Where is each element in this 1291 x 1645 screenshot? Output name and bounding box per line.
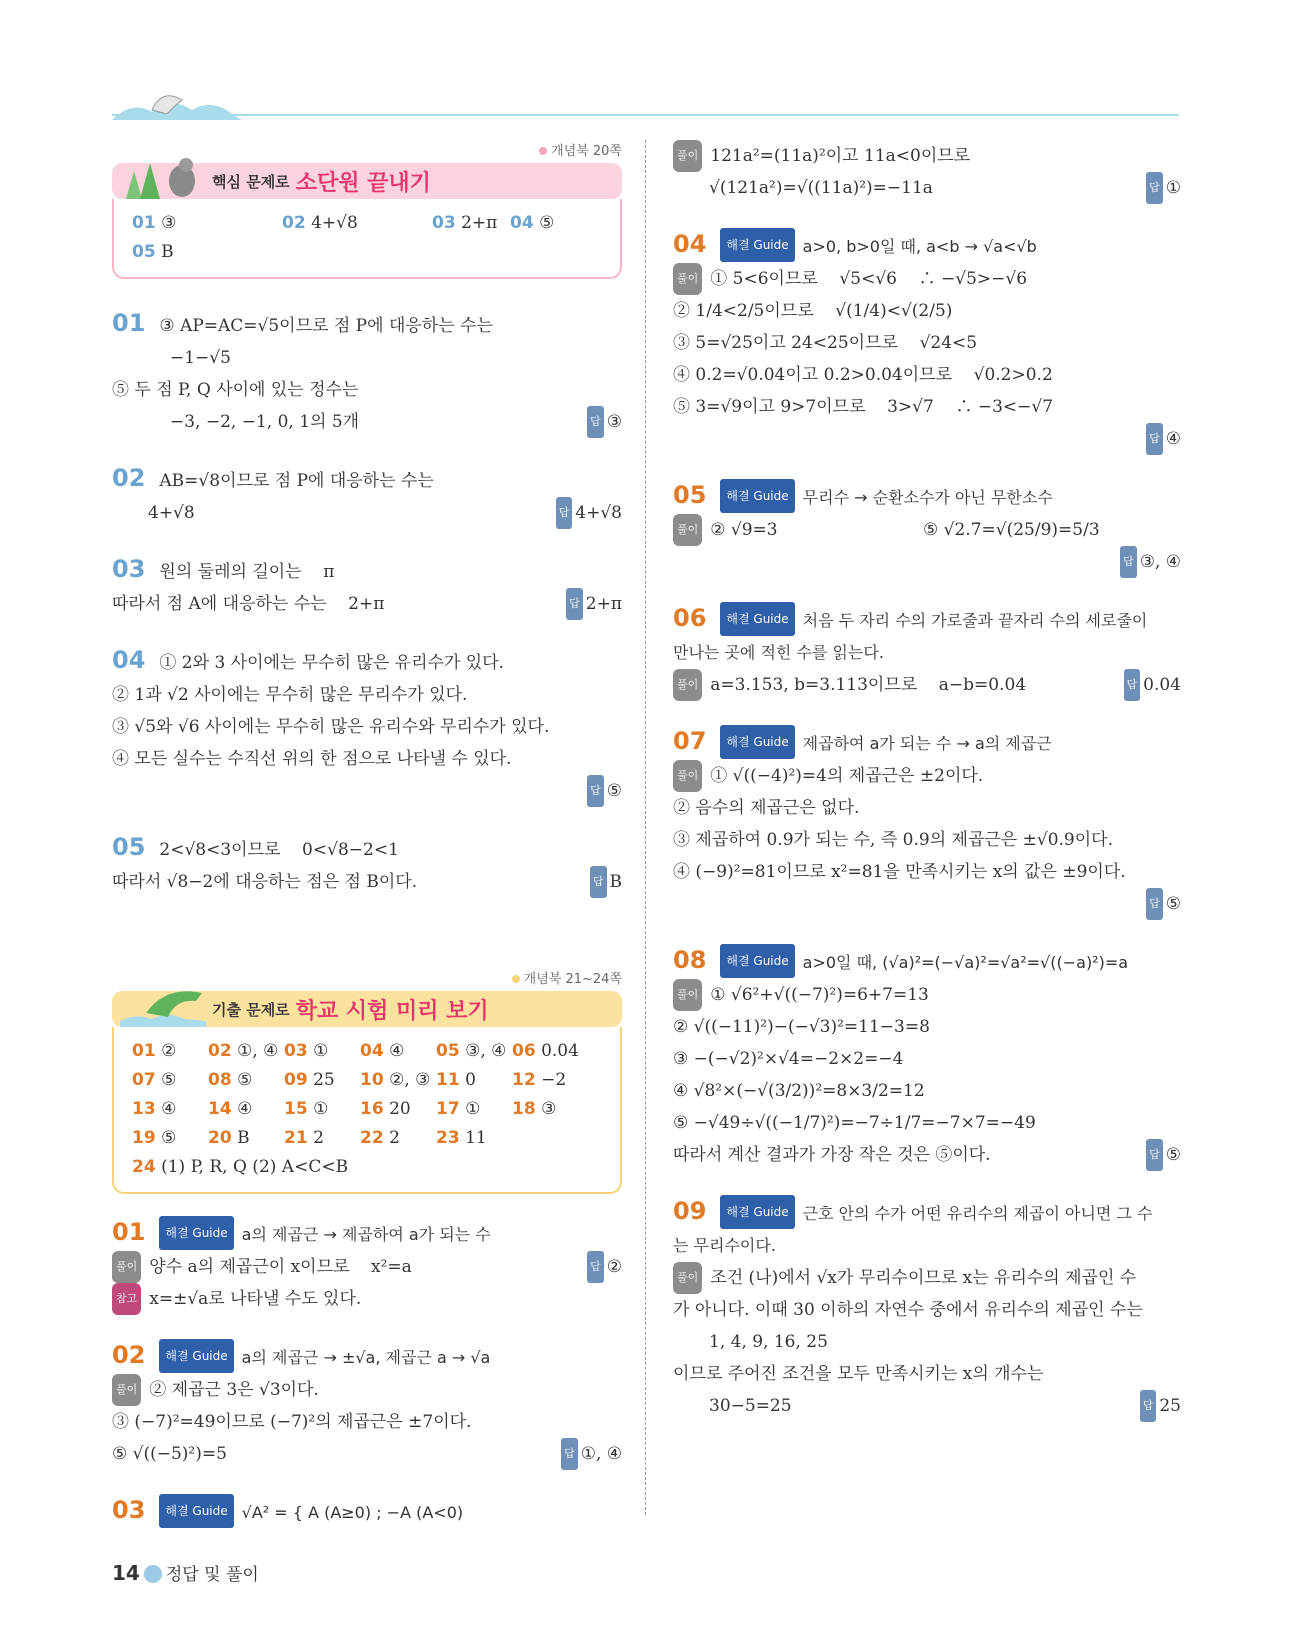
- answer-item: 20 B: [208, 1128, 250, 1148]
- problem-02: 02 AB=√8이므로 점 P에 대응하는 수는 4+√8 답 4+√8: [112, 462, 622, 529]
- answer-item: 01 ②: [132, 1041, 177, 1061]
- banner-title: 소단원 끝내기: [295, 170, 431, 196]
- section-banner-1: [112, 163, 622, 199]
- answer-item: 02 4+√8: [282, 213, 358, 233]
- quick-answers-2: [112, 1027, 622, 1194]
- answer-item: 07 ⑤: [132, 1070, 177, 1090]
- answer-item: 11 0: [436, 1070, 476, 1090]
- answer-item: 16 20: [360, 1099, 411, 1119]
- answer-item: 17 ①: [436, 1099, 481, 1119]
- q-06: 06 해결 Guide 처음 두 자리 수의 가로줄과 끝자리 수의 세로줄이 만나는 곳에 적힌 수를 읽는다. 풀이 a=3.153, b=3.113이므로 a−b=0.04 답 0.04: [673, 602, 1181, 701]
- answer-item: 21 2: [284, 1128, 324, 1148]
- answer-item: 06 0.04: [512, 1041, 579, 1061]
- q-08: 08 해결 Guide a>0일 때, (√a)²=(−√a)²=√a²=√((−a)²)=a 풀이 ① √6²+√((−7)²)=6+7=13 ② √((−11)²)−(−√3)²=11−3=8 ③ −(−√2)²×√4=−2×2=−4 ④ √8²×(−√(3/2))²=8×3/2=12 ⑤ −√49÷√((−1/7)²)=−7÷1/7=−7×7=−49 따라서 계산 결과가 가장 작은 것은 ⑤이다. 답 ⑤: [673, 944, 1181, 1171]
- answer-item: 08 ⑤: [208, 1070, 253, 1090]
- answer-item: 13 ④: [132, 1099, 177, 1119]
- q-02: 02 해결 Guide a의 제곱근 → ±√a, 제곱근 a → √a 풀이 ② 제곱근 3은 √3이다. ③ (−7)²=49이므로 (−7)²의 제곱근은 ±7이다. ⑤ √((−5)²)=5 답 ①, ④: [112, 1339, 622, 1470]
- q-09: 09 해결 Guide 근호 안의 수가 어떤 유리수의 제곱이 아니면 그 수 는 무리수이다. 풀이 조건 (나)에서 √x가 무리수이므로 x는 유리수의 제곱인 수 가 아니다. 이때 30 이하의 자연수 중에서 유리수의 제곱인 수는 1, 4, 9, 16, 25 이므로 주어진 조건을 모두 만족시키는 x의 개수는 30−5=25 답 25: [673, 1195, 1181, 1422]
- banner-small-title: 핵심 문제로: [212, 172, 290, 191]
- answer-item: 05 B: [132, 242, 174, 262]
- crocodile-icon: [116, 983, 208, 1029]
- q-03-solution: 풀이 121a²=(11a)²이고 11a<0이므로 √(121a²)=√((11a)²)=−11a 답 ①: [673, 140, 1181, 204]
- header-wave-decoration: [112, 92, 242, 122]
- answer-item: 05 ③, ④: [436, 1041, 507, 1061]
- q-07: 07 해결 Guide 제곱하여 a가 되는 수 → a의 제곱근 풀이 ① √((−4)²)=4의 제곱근은 ±2이다. ② 음수의 제곱근은 없다. ③ 제곱하여 0.9가 되는 수, 즉 0.9의 제곱근은 ±√0.9이다. ④ (−9)²=81이므로 x²=81을 만족시키는 x의 값은 ±9이다. 답 ⑤: [673, 725, 1181, 920]
- quick-answers-1: [112, 199, 622, 279]
- answer-item: 24 (1) P, R, Q (2) A<C<B: [132, 1157, 349, 1177]
- left-column: [112, 140, 622, 1529]
- answer-item: 03 ①: [284, 1041, 329, 1061]
- answer-item: 12 −2: [512, 1070, 567, 1090]
- page-footer: [112, 1560, 259, 1585]
- header-rule: [112, 114, 1179, 116]
- right-column: [673, 140, 1181, 1422]
- answer-item: 01 ③: [132, 213, 177, 233]
- answer-item: 15 ①: [284, 1099, 329, 1119]
- answer-item: 23 11: [436, 1128, 487, 1148]
- footer-dot-icon: [144, 1565, 162, 1583]
- banner-title: 학교 시험 미리 보기: [295, 998, 489, 1024]
- q-01: 01 해결 Guide a의 제곱근 → 제곱하여 a가 되는 수 풀이 양수 a의 제곱근이 x이므로 x²=a 답 ② 참고 x=±√a로 나타낼 수도 있다.: [112, 1216, 622, 1315]
- answer-item: 14 ④: [208, 1099, 253, 1119]
- q-05: 05 해결 Guide 무리수 → 순환소수가 아닌 무한소수 풀이 ② √9=3 ⑤ √2.7̇=√(25/9)=5/3 답 ③, ④: [673, 479, 1181, 578]
- section-banner-2: [112, 991, 622, 1027]
- page-number: 14: [112, 1561, 140, 1585]
- problem-01: 01 ③ AP=AC=√5이므로 점 P에 대응하는 수는 −1−√5 ⑤ 두 점 P, Q 사이에 있는 정수는 −3, −2, −1, 0, 1의 5개 답 ③: [112, 307, 622, 438]
- answer-item: 10 ②, ③: [360, 1070, 431, 1090]
- bird-tree-icon: [116, 151, 206, 201]
- problem-05: 05 2<√8<3이므로 0<√8−2<1 따라서 √8−2에 대응하는 점은 점 B이다. 답 B: [112, 831, 622, 898]
- footer-title: 정답 및 풀이: [165, 1565, 259, 1585]
- q-04: 04 해결 Guide a>0, b>0일 때, a<b → √a<√b 풀이 ① 5<6이므로 √5<√6 ∴ −√5>−√6 ② 1/4<2/5이므로 √(1/4)<√(2/5) ③ 5=√25이고 24<25이므로 √24<5 ④ 0.2=√0.04이고 0.2>0.04이므로 √0.2>0.2 ⑤ 3=√9이고 9>7이므로 3>√7 ∴ −3<−√7 답 ④: [673, 228, 1181, 455]
- answer-item: 18 ③: [512, 1099, 557, 1119]
- concept-ref: 개념북 20쪽: [112, 140, 622, 159]
- banner-small-title: 기출 문제로: [212, 1000, 290, 1019]
- q-03: 03 해결 Guide √A² = { A (A≥0) ; −A (A<0): [112, 1494, 622, 1529]
- answer-item: 03 2+π: [432, 213, 498, 233]
- problem-03: 03 원의 둘레의 길이는 π 따라서 점 A에 대응하는 수는 2+π 답 2+π: [112, 553, 622, 620]
- column-divider: [645, 140, 646, 1515]
- concept-ref-2: 개념북 21~24쪽: [112, 968, 622, 987]
- answer-item: 04 ⑤: [510, 213, 555, 233]
- answer-item: 22 2: [360, 1128, 400, 1148]
- answer-item: 02 ①, ④: [208, 1041, 279, 1061]
- problem-04: 04 ① 2와 3 사이에는 무수히 많은 유리수가 있다. ② 1과 √2 사이에는 무수히 많은 무리수가 있다. ③ √5와 √6 사이에는 무수히 많은 유리수와 무리수가 있다. ④ 모든 실수는 수직선 위의 한 점으로 나타낼 수 있다. 답 ⑤: [112, 644, 622, 807]
- answer-item: 04 ④: [360, 1041, 405, 1061]
- answer-item: 09 25: [284, 1070, 335, 1090]
- answer-item: 19 ⑤: [132, 1128, 177, 1148]
